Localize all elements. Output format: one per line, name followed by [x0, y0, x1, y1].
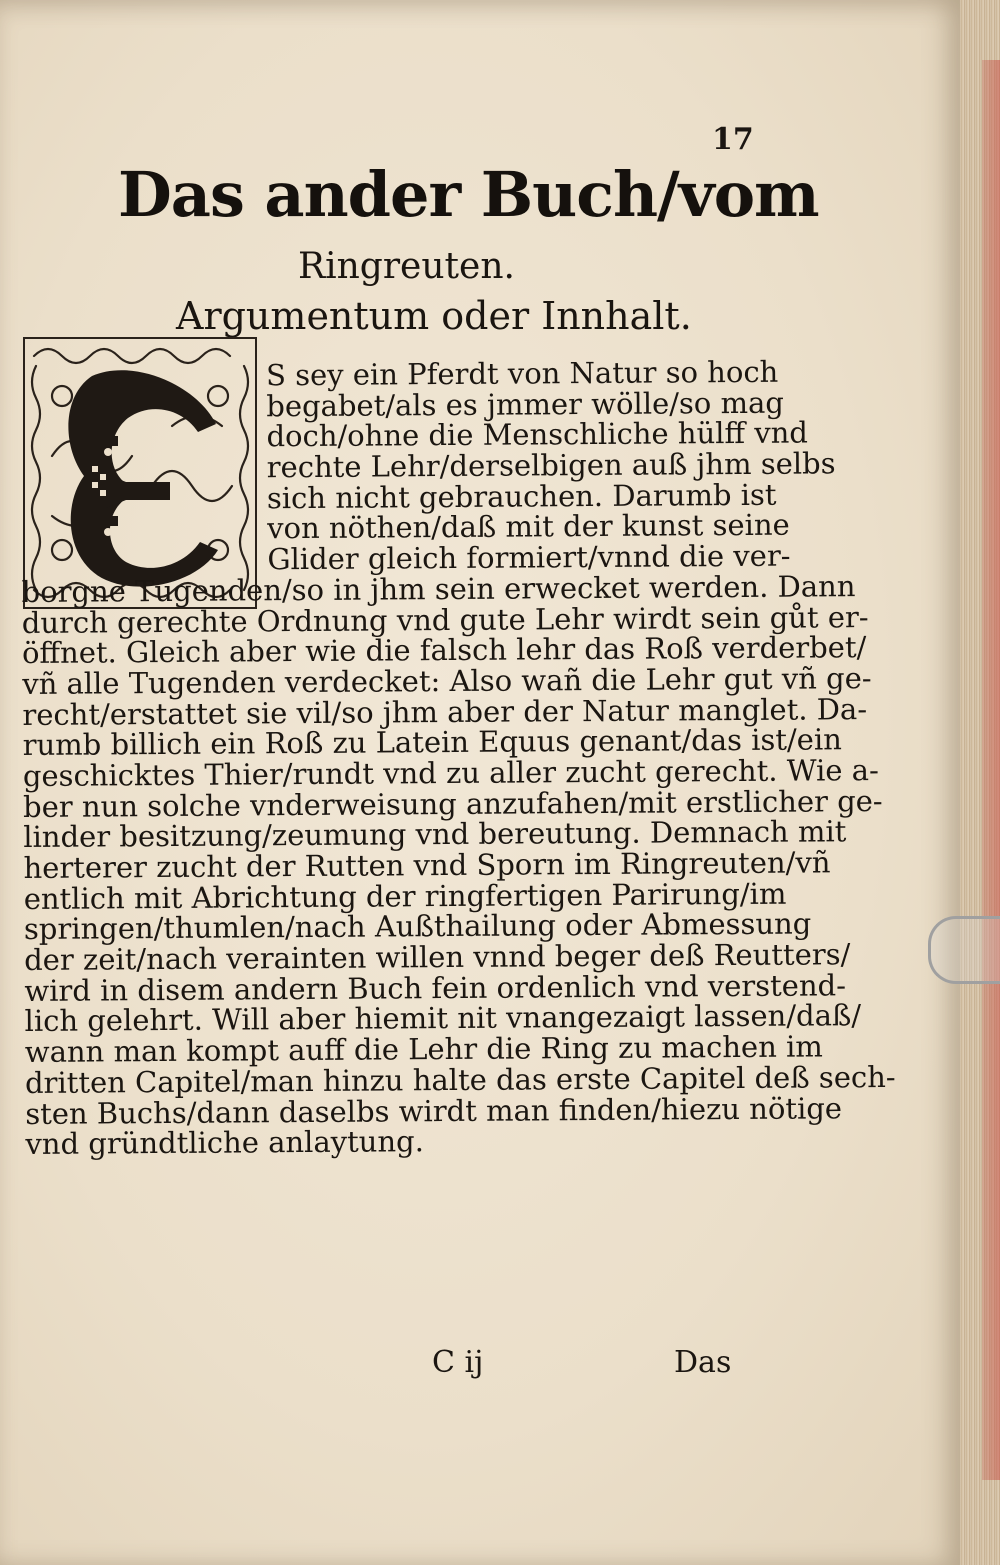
paper-clip	[928, 916, 1000, 984]
text-line: dritten Capitel/man hinzu halte das erste Capitel deß sech-	[24, 1059, 896, 1100]
catchword: Das	[674, 1345, 732, 1380]
red-edge-gilding	[982, 60, 1000, 1480]
text-line: öffnet. Gleich aber wie die falsch lehr das Roß verderbet/	[21, 630, 867, 671]
text-line: rumb billich ein Roß zu Latein Equus genant/das ist/ein	[22, 722, 842, 763]
text-line: doch/ohne die Menschliche hülff vnd	[266, 415, 809, 454]
body-text	[20, 354, 896, 1162]
text-line: Glider gleich formiert/vnnd die ver-	[267, 538, 791, 577]
page-number: 17	[712, 122, 754, 157]
text-line: ber nun solche vnderweisung anzufahen/mit erstlicher ge-	[22, 783, 883, 824]
text-line: vnd gründtliche anlaytung.	[25, 1124, 424, 1162]
text-line: sten Buchs/dann daselbs wirdt man finden/hiezu nötige	[25, 1090, 843, 1131]
text-line: wann man kompt auff die Lehr die Ring zu machen im	[24, 1029, 823, 1070]
text-line: geschicktes Thier/rundt vnd zu aller zucht gerecht. Wie a-	[22, 752, 879, 793]
text-line: borgne Tugenden/so in jhm sein erwecket werden. Dann	[21, 568, 856, 609]
chapter-title: Das ander Buch/vom	[118, 158, 819, 231]
text-line: S sey ein Pferdt von Natur so hoch	[265, 354, 779, 393]
text-line: der zeit/nach verainten willen vnnd beger deß Reutters/	[24, 937, 851, 978]
text-line: wird in disem andern Buch fein ordenlich vnd verstend-	[24, 967, 847, 1008]
text-line: entlich mit Abrichtung der ringfertigen Parirung/im	[23, 876, 787, 916]
text-line: vñ alle Tugenden verdecket: Also wañ die Lehr gut vñ ge-	[22, 660, 872, 701]
text-line: herterer zucht der Rutten vnd Sporn im Ringreuten/vñ	[23, 845, 831, 885]
text-line: durch gerechte Ordnung vnd gute Lehr wirdt sein gůt er-	[21, 599, 869, 640]
text-line: recht/erstattet sie vil/so jhm aber der Natur manglet. Da-	[22, 691, 868, 732]
text-line: von nöthen/daß mit der kunst seine	[267, 508, 790, 546]
bleed-through-text	[470, 110, 890, 164]
argument-heading: Argumentum oder Innhalt.	[176, 294, 692, 338]
text-line: sich nicht gebrauchen. Darumb ist	[266, 477, 777, 516]
text-line: begabet/als es jmmer wölle/so mag	[266, 385, 784, 423]
text-line: springen/thumlen/nach Außthailung oder Abmessung	[23, 906, 812, 947]
signature-mark: C ij	[432, 1345, 484, 1380]
chapter-subtitle: Ringreuten.	[298, 246, 515, 287]
text-line: lich gelehrt. Will aber hiemit nit vnangezaigt lassen/daß/	[24, 998, 862, 1039]
text-line: rechte Lehr/derselbigen auß jhm selbs	[266, 446, 836, 485]
text-line: linder besitzung/zeumung vnd bereutung. Demnach mit	[23, 814, 847, 855]
